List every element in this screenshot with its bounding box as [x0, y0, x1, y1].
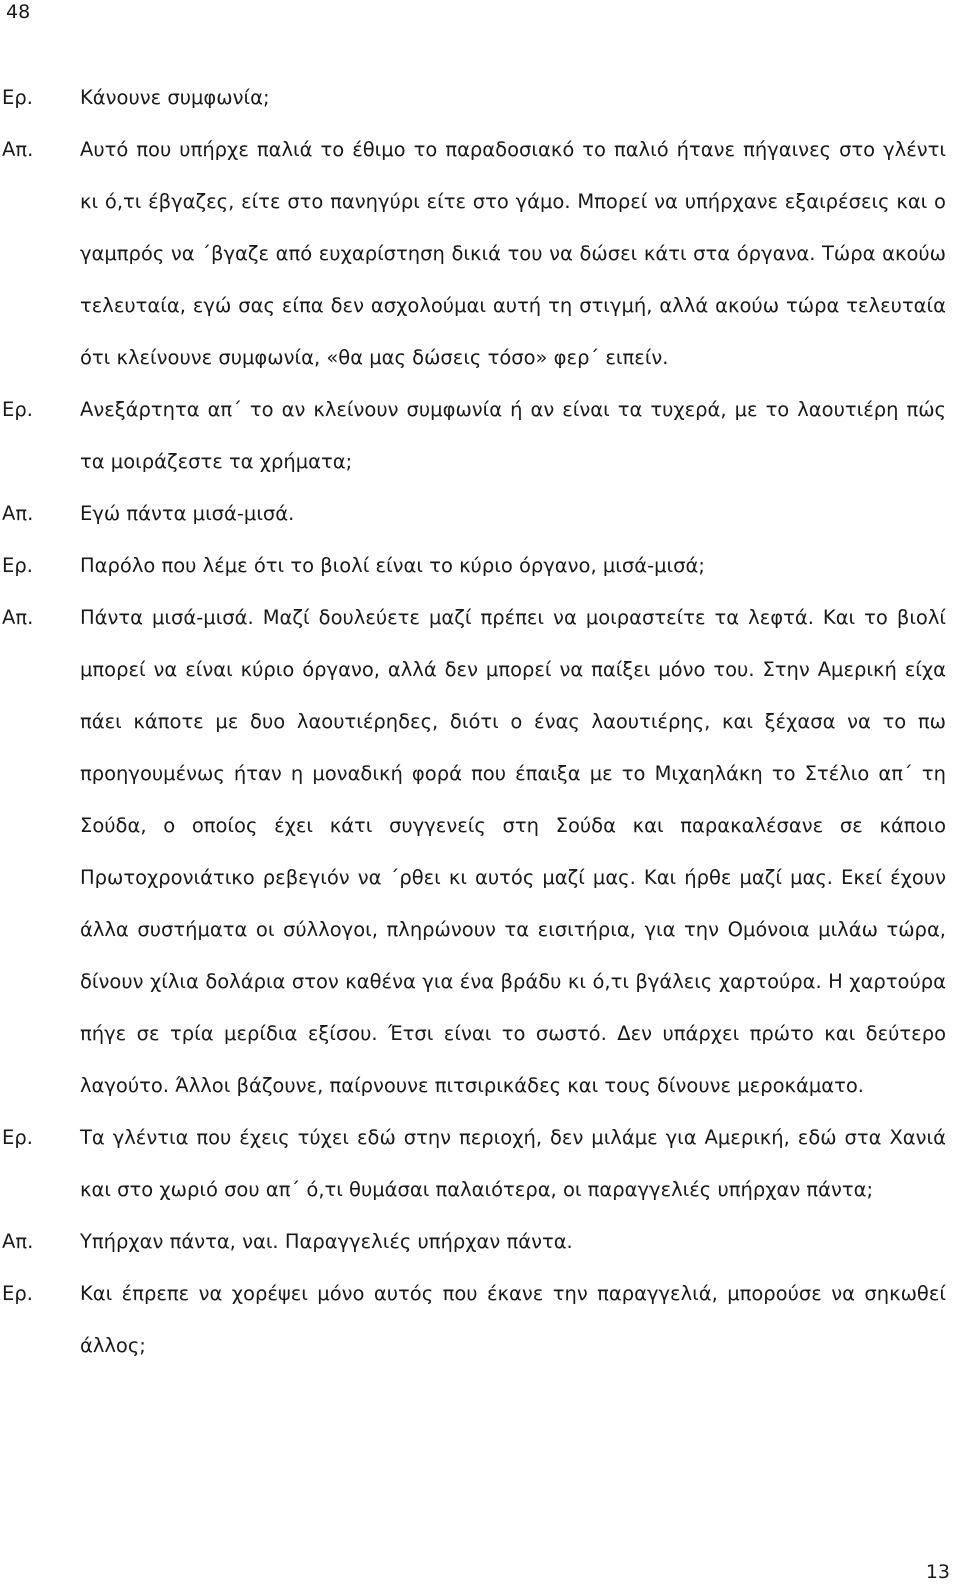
turn-text: Τα γλέντια που έχεις τύχει εδώ στην περιοχή, δεν μιλάμε για Αμερική, εδώ στα Χανιά και στο χωριό σου απ΄ ό,τι θυμάσαι παλαιότερα, οι παραγγελιές υπήρχαν πάντα;: [80, 1126, 946, 1201]
speaker-label: Απ.: [2, 502, 34, 525]
turn-text: Κάνουνε συμφωνία;: [80, 86, 270, 109]
page-number: 48: [6, 1, 31, 23]
transcript-turn: [0, 72, 960, 124]
turn-text: Υπήρχαν πάντα, ναι. Παραγγελιές υπήρχαν πάντα.: [80, 1230, 573, 1253]
turn-text: Πάντα μισά-μισά. Μαζί δουλεύετε μαζί πρέπει να μοιραστείτε τα λεφτά. Και το βιολί μπορεί να είναι κύριο όργανο, αλλά δεν μπορεί να παίξει μόνο του. Στην Αμερική είχα πάει κάποτε με δυο λαουτιέρηδες, διότι ο ένας λαουτιέρης, και ξέχασα να το πω προηγουμένως ήταν η μοναδική φορά που έπαιξα με το Μιχαηλάκη το Στέλιο απ΄ τη Σούδα, ο οποίος έχει κάτι συγγενείς στη Σούδα και παρακαλέσανε σε κάποιο Πρωτοχρονιάτικο ρεβεγιόν να ΄ρθει κι αυτός μαζί μας. Και ήρθε μαζί μας. Εκεί έχουν άλλα συστήματα οι σύλλογοι, πληρώνουν τα εισιτήρια, για την Ομόνοια μιλάω τώρα, δίνουν χίλια δολάρια στον καθένα για ένα βράδυ κι ό,τι βγάλεις χαρτούρα. Η χαρτούρα πήγε σε τρία μερίδια εξίσου. Έτσι είναι το σωστό. Δεν υπάρχει πρώτο και δεύτερο λαγούτο. Άλλοι βάζουνε, παίρνουνε πιτσιρικάδες και τους δίνουνε μεροκάματο.: [80, 606, 946, 1097]
interview-transcript: [0, 72, 960, 1372]
footer-page-number: 13: [925, 1561, 950, 1583]
transcript-turn: [0, 124, 960, 384]
turn-text: Ανεξάρτητα απ΄ το αν κλείνουν συμφωνία ή αν είναι τα τυχερά, με το λαουτιέρη πώς τα μοιράζεστε τα χρήματα;: [80, 398, 946, 473]
speaker-label: Ερ.: [2, 554, 33, 577]
transcript-turn: [0, 540, 960, 592]
transcript-turn: [0, 384, 960, 488]
speaker-label: Ερ.: [2, 1126, 33, 1149]
speaker-label: Ερ.: [2, 1282, 33, 1305]
speaker-label: Ερ.: [2, 398, 33, 421]
transcript-turn: [0, 1216, 960, 1268]
transcript-turn: [0, 1268, 960, 1372]
transcript-turn: [0, 488, 960, 540]
speaker-label: Ερ.: [2, 86, 33, 109]
transcript-turn: [0, 1112, 960, 1216]
speaker-label: Απ.: [2, 1230, 34, 1253]
speaker-label: Απ.: [2, 138, 34, 161]
transcript-turn: [0, 592, 960, 1112]
turn-text: Εγώ πάντα μισά-μισά.: [80, 502, 295, 525]
turn-text: Αυτό που υπήρχε παλιά το έθιμο το παραδοσιακό το παλιό ήτανε πήγαινες στο γλέντι κι ό,τι έβγαζες, είτε στο πανηγύρι είτε στο γάμο. Μπορεί να υπήρχανε εξαιρέσεις και ο γαμπρός να ΄βγαζε από ευχαρίστηση δικιά του να δώσει κάτι στα όργανα. Τώρα ακούω τελευταία, εγώ σας είπα δεν ασχολούμαι αυτή τη στιγμή, αλλά ακούω τώρα τελευταία ότι κλείνουνε συμφωνία, «θα μας δώσεις τόσο» φερ΄ ειπείν.: [80, 138, 946, 369]
speaker-label: Απ.: [2, 606, 34, 629]
turn-text: Παρόλο που λέμε ότι το βιολί είναι το κύριο όργανο, μισά-μισά;: [80, 554, 705, 577]
turn-text: Και έπρεπε να χορέψει μόνο αυτός που έκανε την παραγγελιά, μπορούσε να σηκωθεί άλλος;: [80, 1282, 946, 1357]
